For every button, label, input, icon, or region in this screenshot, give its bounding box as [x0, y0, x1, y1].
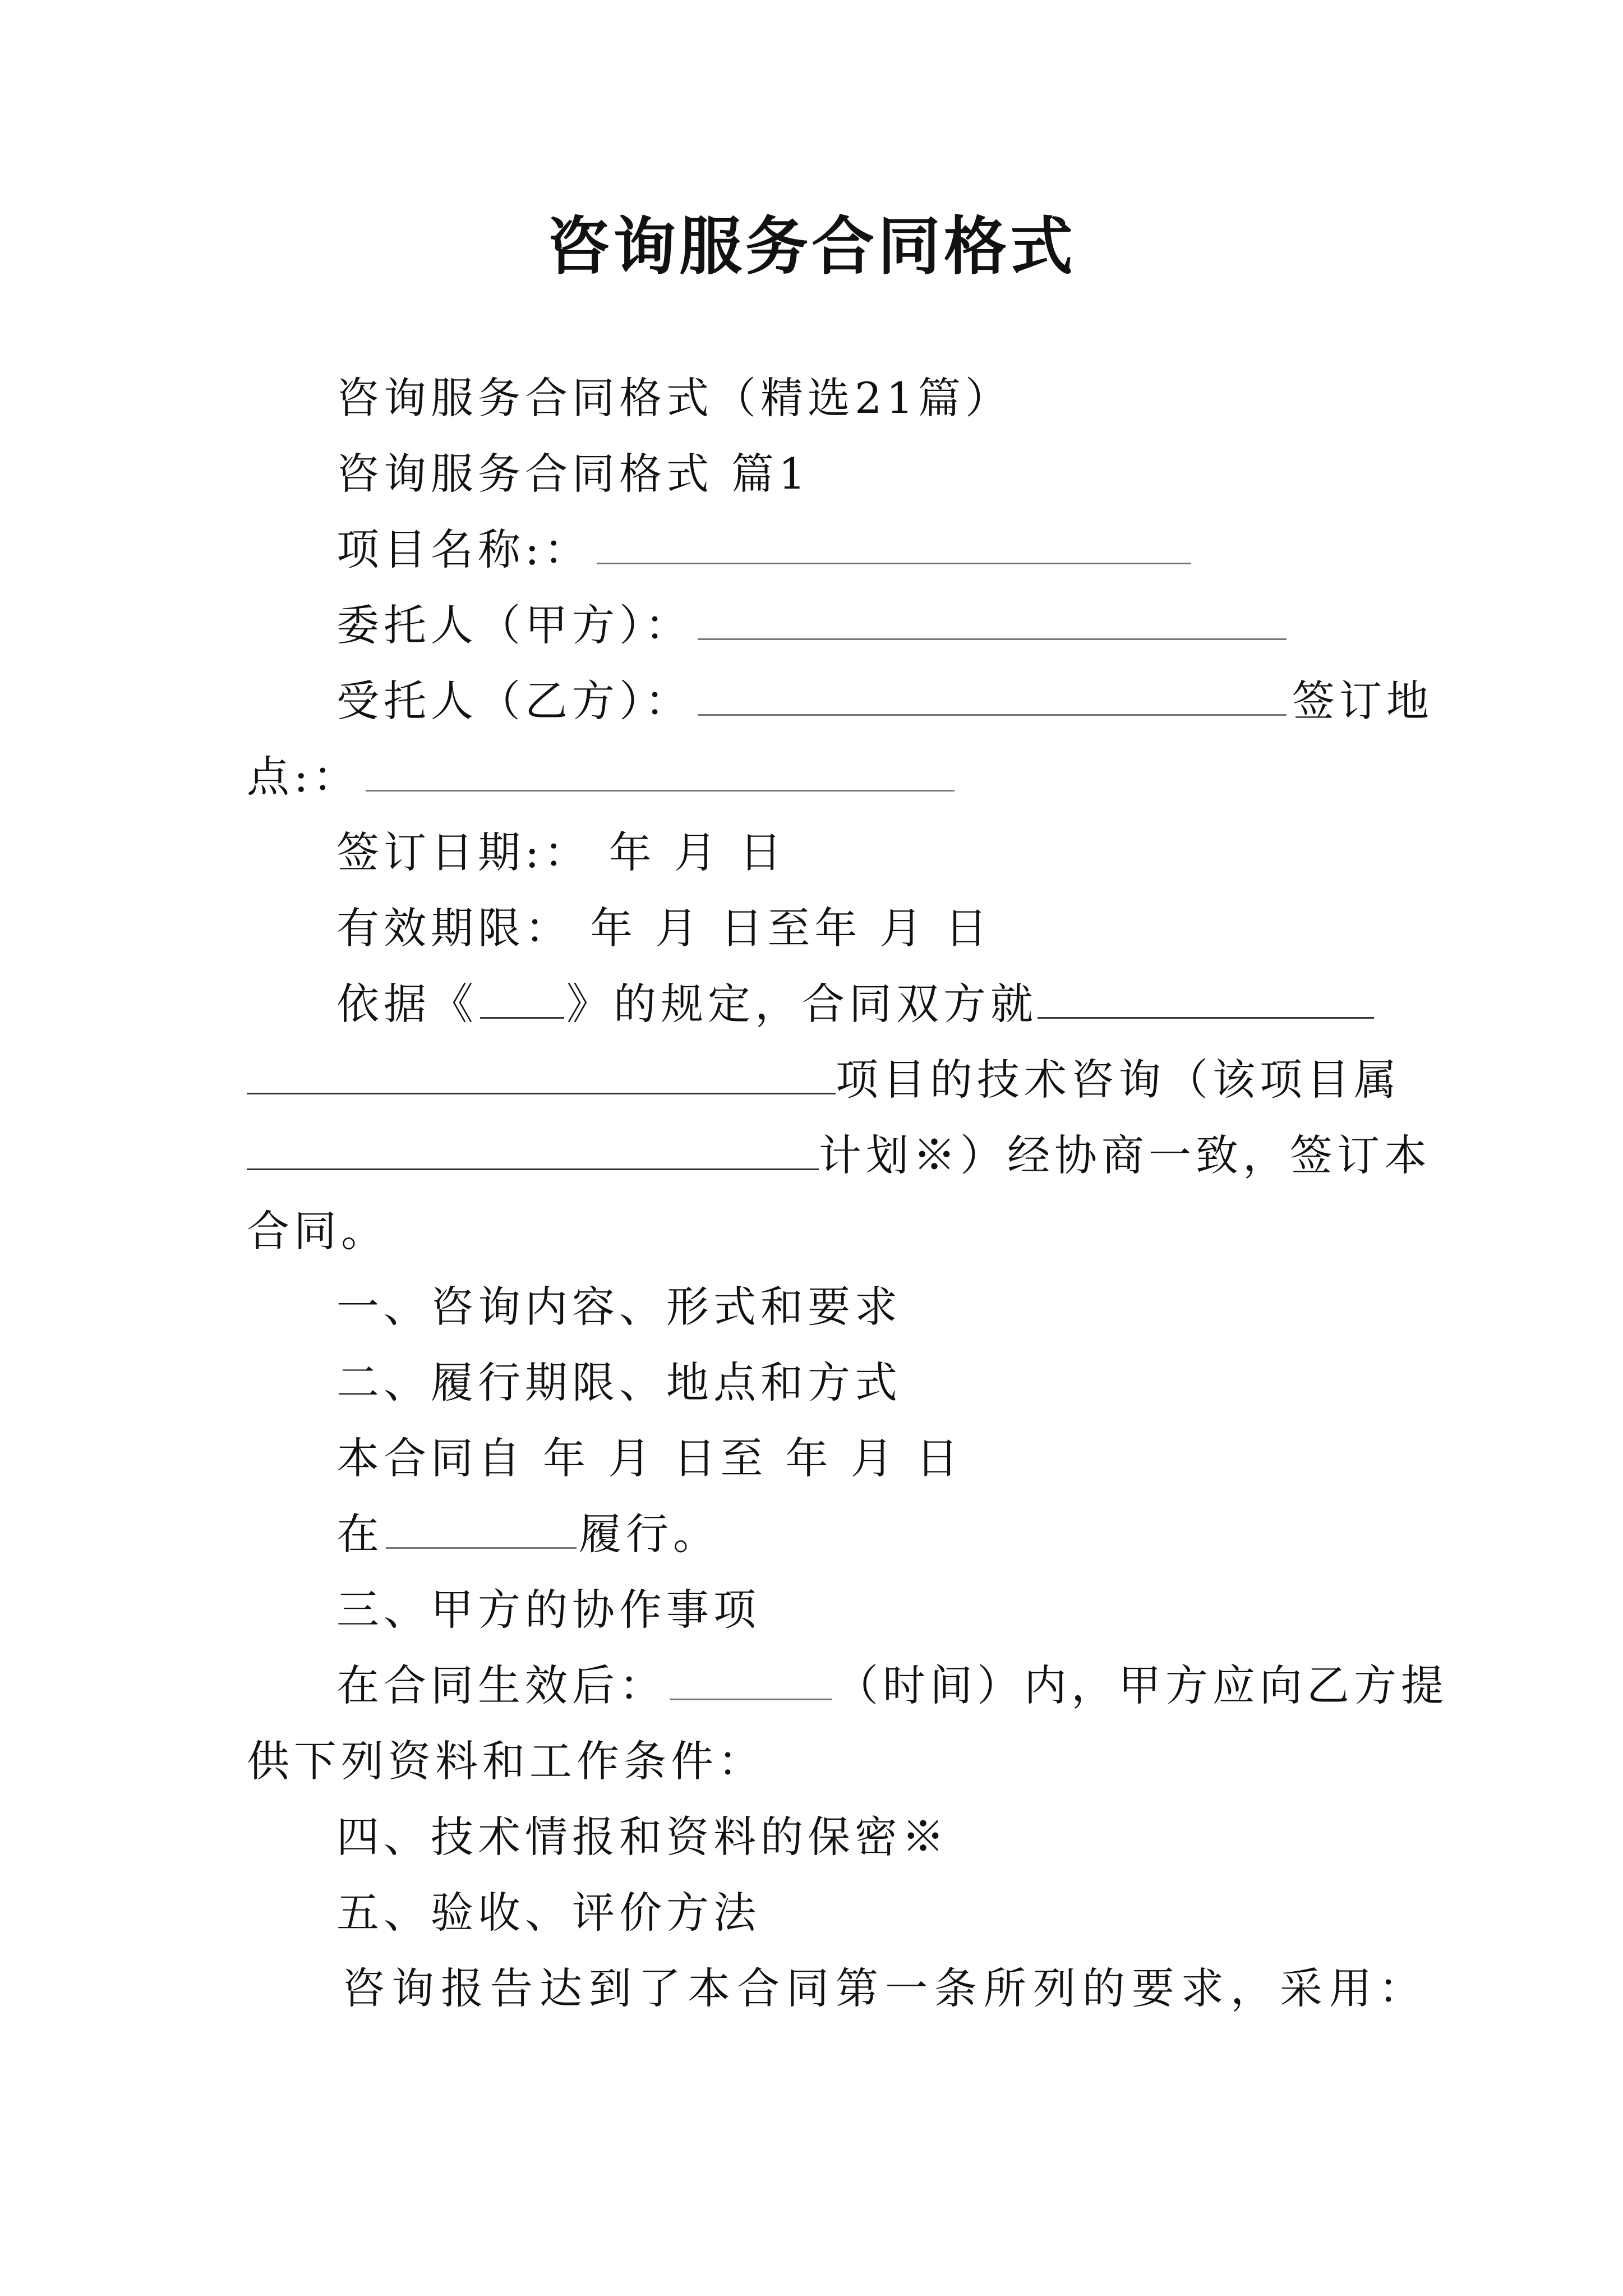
clause-1-heading: 一、咨询内容、形式和要求: [336, 1282, 902, 1332]
basis-text-d: 计划※）经协商一致，签订本: [819, 1130, 1431, 1180]
sign-place-blank: [366, 755, 955, 792]
project-blank-1: [1038, 982, 1374, 1019]
acceptance-text: 咨询报告达到了本合同第一条所列的要求，采用：: [342, 1963, 1428, 2013]
coop-row-1: [336, 1658, 1448, 1714]
contractor-label: 受托人（乙方）：: [336, 676, 692, 726]
coop-text-a: 在合同生效后：: [336, 1660, 666, 1710]
project-blank-2: [247, 1058, 836, 1094]
clause-5-heading: 五、验收、评价方法: [336, 1888, 760, 1938]
basis-text-a: 依据《: [336, 979, 478, 1029]
coop-text-b: （时间）内，甲方应向乙方提: [836, 1660, 1448, 1710]
project-name-blank: [597, 528, 1191, 564]
place-blank: [386, 1512, 577, 1549]
place-text-b: 履行。: [579, 1509, 720, 1559]
basis-row-2: [247, 1052, 1401, 1108]
time-blank: [670, 1664, 832, 1700]
basis-text-c: 项目的技术咨询（该项目属: [836, 1055, 1401, 1105]
contractor-blank: [698, 679, 1287, 716]
validity: 有效期限： 年 月 日至年 月 日: [336, 903, 992, 953]
basis-text-b: 》的规定，合同双方就: [566, 979, 1038, 1029]
subtitle: 咨询服务合同格式（精选21篇）: [336, 373, 1012, 423]
section-heading: 咨询服务合同格式 篇1: [336, 449, 810, 499]
plan-blank: [247, 1134, 819, 1170]
coop-text-c: 供下列资料和工作条件：: [247, 1736, 765, 1786]
sign-place-label-a: 签订地: [1292, 676, 1433, 726]
basis-row-1: [336, 976, 1374, 1032]
basis-text-e: 合同。: [247, 1206, 388, 1256]
contractor-row: [336, 673, 1433, 729]
clause-2-heading: 二、履行期限、地点和方式: [336, 1358, 902, 1407]
sign-place-label-b: 点:：: [247, 752, 360, 802]
project-name-row: [336, 522, 1197, 578]
performance-period: 本合同自 年 月 日至 年 月 日: [336, 1433, 963, 1483]
clause-4-heading: 四、技术情报和资料的保密※: [336, 1812, 949, 1862]
place-row: [336, 1506, 720, 1562]
client-row: [336, 597, 1292, 654]
place-text-a: 在: [336, 1509, 384, 1559]
clause-3-heading: 三、甲方的协作事项: [336, 1585, 760, 1635]
basis-row-3: [247, 1128, 1431, 1184]
document-title: 咨询服务合同格式: [547, 210, 1076, 283]
sign-date: 签订日期:： 年 月 日: [336, 827, 787, 877]
client-label: 委托人（甲方）：: [336, 600, 692, 650]
client-blank: [698, 604, 1287, 640]
project-name-label: 项目名称:：: [336, 524, 591, 574]
sign-place-row: [247, 749, 960, 805]
law-name-blank: [480, 982, 564, 1019]
